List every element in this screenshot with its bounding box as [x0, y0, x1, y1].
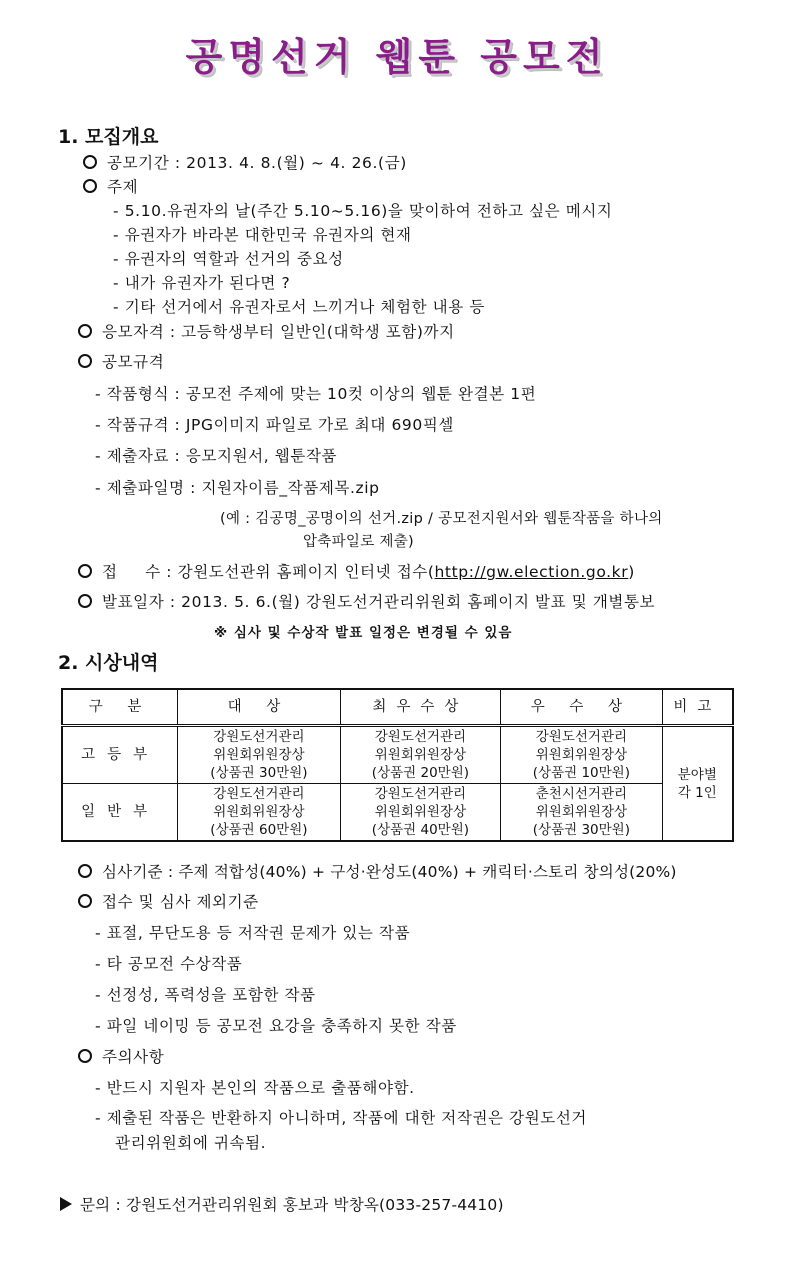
- exclusion-line: - 선정성, 폭력성을 포함한 작품: [95, 986, 316, 1004]
- theme-line: - 기타 선거에서 유권자로서 느끼거나 체험한 내용 등: [113, 298, 485, 316]
- header-remarks: 비고: [662, 689, 733, 726]
- example-line: (예 : 김공명_공명이의 선거.zip / 공모전지원서와 웹툰작품을 하나의: [220, 511, 663, 527]
- page-title: 공명선거 웹툰 공모전: [185, 35, 609, 79]
- caution-line: - 제출된 작품은 반환하지 아니하며, 작품에 대한 저작권은 강원도선거: [95, 1109, 587, 1127]
- theme-item: 주제: [83, 175, 138, 197]
- bullet-circle-icon: [78, 354, 92, 368]
- award-cell: 강원도선거관리 위원회위원장상 (상품권 40만원): [340, 784, 501, 842]
- spec-line: - 작품규격 : JPG이미지 파일로 가로 최대 690픽셀: [95, 416, 454, 434]
- header-merit-prize: 우 수 상: [501, 689, 662, 726]
- spec-line: - 제출파일명 : 지원자이름_작품제목.zip: [95, 479, 380, 497]
- exclusion-line: - 타 공모전 수상작품: [95, 955, 243, 973]
- triangle-right-icon: [60, 1197, 72, 1211]
- division-cell: 일반부: [62, 784, 178, 842]
- table-row: [62, 726, 733, 784]
- table-header-row: [62, 689, 733, 726]
- section-heading-awards: 2. 시상내역: [58, 652, 159, 674]
- eligibility-item: 응모자격 : 고등학생부터 일반인(대학생 포함)까지: [78, 320, 455, 342]
- header-excellence-prize: 최우수상: [340, 689, 501, 726]
- reception-item: 접 수 : 강원도선관위 홈페이지 인터넷 접수(http://gw.election.go.kr): [78, 560, 635, 582]
- header-grand-prize: 대 상: [178, 689, 340, 726]
- bullet-circle-icon: [78, 594, 92, 608]
- spec-item: 공모규격: [78, 350, 164, 372]
- contact-line: 문의 : 강원도선거관리위원회 홍보과 박창옥(033-257-4410): [60, 1193, 504, 1215]
- theme-line: - 5.10.유권자의 날(주간 5.10~5.16)을 맞이하여 전하고 싶은 메시지: [113, 202, 613, 220]
- award-cell: 강원도선거관리 위원회위원장상 (상품권 10만원): [501, 726, 662, 784]
- division-cell: 고등부: [62, 726, 178, 784]
- table-row: [62, 784, 733, 842]
- spec-line: - 제출자료 : 응모지원서, 웹툰작품: [95, 447, 338, 465]
- award-cell: 강원도선거관리 위원회위원장상 (상품권 30만원): [178, 726, 340, 784]
- remark-cell: 분야별 각 1인: [662, 726, 733, 842]
- announcement-item: 발표일자 : 2013. 5. 6.(월) 강원도선거관리위원회 홈페이지 발표 및 개별통보: [78, 590, 655, 612]
- caution-line: 관리위원회에 귀속됨.: [115, 1134, 267, 1152]
- caution-line: - 반드시 지원자 본인의 작품으로 출품해야함.: [95, 1079, 415, 1097]
- theme-line: - 유권자가 바라본 대한민국 유권자의 현재: [113, 226, 412, 244]
- bullet-circle-icon: [83, 155, 97, 169]
- bullet-circle-icon: [83, 179, 97, 193]
- exclusion-line: - 파일 네이밍 등 공모전 요강을 충족하지 못한 작품: [95, 1017, 457, 1035]
- award-cell: 춘천시선거관리 위원회위원장상 (상품권 30만원): [501, 784, 662, 842]
- award-cell: 강원도선거관리 위원회위원장상 (상품권 60만원): [178, 784, 340, 842]
- theme-line: - 내가 유권자가 된다면 ?: [113, 274, 291, 292]
- section-heading-recruitment: 1. 모집개요: [58, 126, 159, 148]
- exclusion-item: 접수 및 심사 제외기준: [78, 890, 259, 912]
- award-cell: 강원도선거관리 위원회위원장상 (상품권 20만원): [340, 726, 501, 784]
- bullet-circle-icon: [78, 894, 92, 908]
- awards-table: [61, 688, 734, 842]
- schedule-note: ※ 심사 및 수상작 발표 일정은 변경될 수 있음: [214, 625, 513, 641]
- example-line: 압축파일로 제출): [303, 534, 415, 550]
- bullet-circle-icon: [78, 324, 92, 338]
- bullet-circle-icon: [78, 564, 92, 578]
- period-item: 공모기간 : 2013. 4. 8.(월) ~ 4. 26.(금): [83, 151, 407, 173]
- caution-item: 주의사항: [78, 1045, 164, 1067]
- spec-line: - 작품형식 : 공모전 주제에 맞는 10컷 이상의 웹툰 완결본 1편: [95, 385, 537, 403]
- election-site-link[interactable]: http://gw.election.go.kr: [434, 563, 629, 581]
- theme-line: - 유권자의 역할과 선거의 중요성: [113, 250, 344, 268]
- header-division: 구 분: [62, 689, 178, 726]
- exclusion-line: - 표절, 무단도용 등 저작권 문제가 있는 작품: [95, 924, 411, 942]
- bullet-circle-icon: [78, 864, 92, 878]
- criteria-item: 심사기준 : 주제 적합성(40%) + 구성·완성도(40%) + 캐릭터·스토리 창의성(20%): [78, 860, 677, 882]
- bullet-circle-icon: [78, 1049, 92, 1063]
